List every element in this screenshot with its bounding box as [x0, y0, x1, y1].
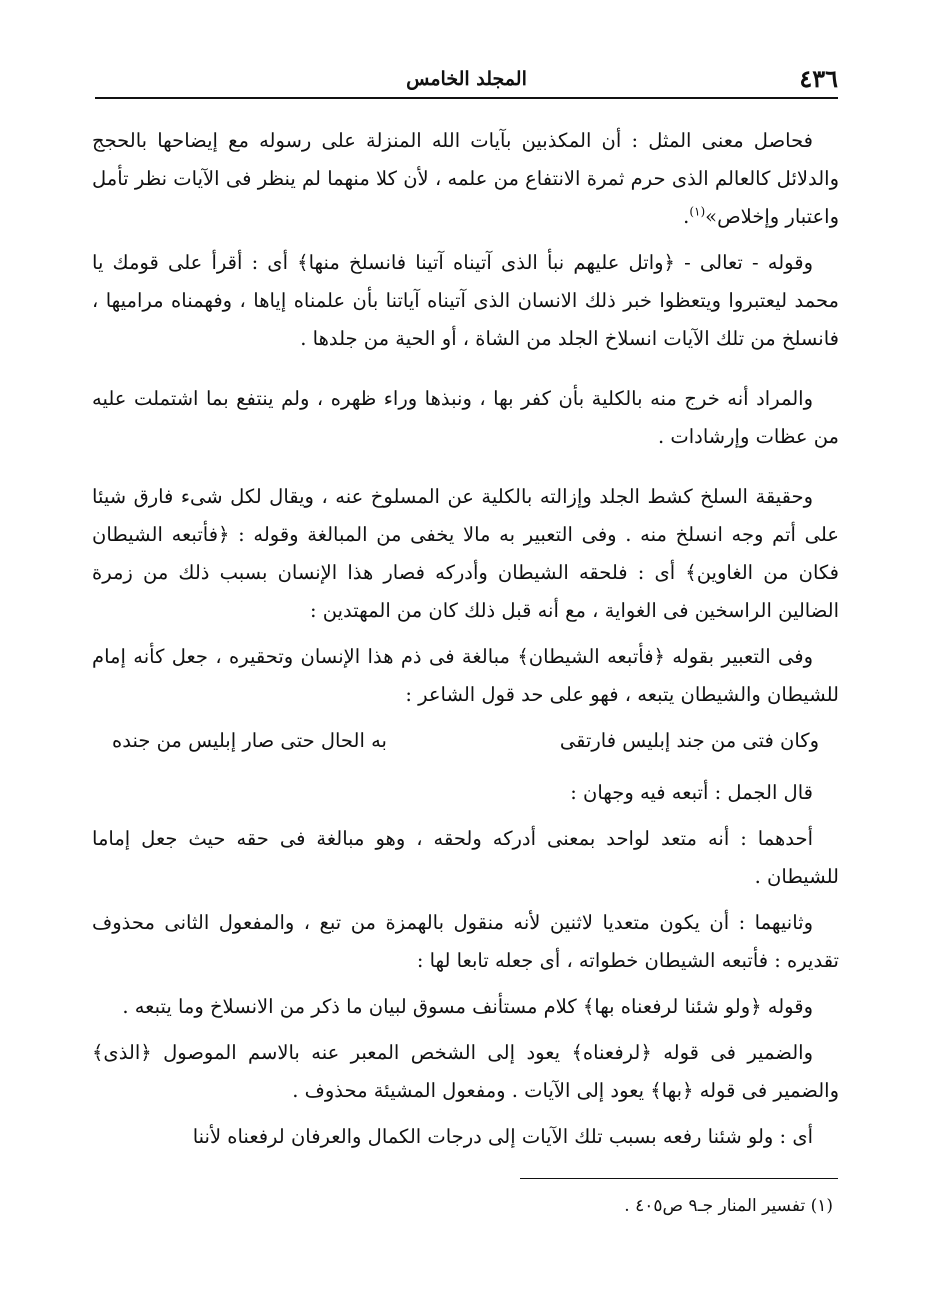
paragraph: فحاصل معنى المثل : أن المكذبين بآيات الله المنزلة على رسوله مع إيضاحها بالحجج والدلائل كالعالم الذى حرم ثمرة الانتفاع من علمه ، لأن كلا منهما لم ينظر فى الآيات نظر تأمل واعتبار وإخلاص»$^{(١)}$. [92, 129, 839, 228]
poem-verse [112, 722, 819, 760]
paragraph: وفى التعبير بقوله ﴿فأتبعه الشيطان﴾ مبالغة فى ذم هذا الإنسان وتحقيره ، جعل كأنه إمام للشيطان والشيطان يتبعه ، فهو على حد قول الشاعر : [92, 645, 839, 706]
paragraph: والضمير فى قوله ﴿لرفعناه﴾ يعود إلى الشخص المعبر عنه بالاسم الموصول ﴿الذى﴾ والضمير فى قوله ﴿بها﴾ يعود إلى الآيات . ومفعول المشيئة محذوف . [92, 1041, 839, 1102]
footnote-reference: (١) [689, 204, 706, 219]
running-title: المجلد الخامس [406, 68, 527, 90]
header-rule [95, 97, 838, 99]
paragraph: والمراد أنه خرج منه بالكلية بأن كفر بها ، ونبذها وراء ظهره ، ولم ينتفع بما اشتملت عليه من عظات وإرشادات . [92, 387, 839, 448]
paragraph: وحقيقة السلخ كشط الجلد وإزالته بالكلية عن المسلوخ عنه ، ويقال لكل شىء فارق شيئا على أتم وجه انسلخ منه . وفى التعبير به مالا يخفى من المبالغة وقوله : ﴿فأتبعه الشيطان فكان من الغاوين﴾ أى : فلحقه الشيطان وأدركه فصار هذا الإنسان بسبب ذلك من زمرة الضالين الراسخين فى الغواية ، مع أنه قبل ذلك كان من المهتدين : [92, 485, 839, 622]
paragraph: وقوله ﴿ولو شئنا لرفعناه بها﴾ كلام مستأنف مسوق لبيان ما ذكر من الانسلاخ وما يتبعه . [122, 995, 813, 1018]
page-number: ٤٣٦ [799, 64, 838, 93]
paragraph: وثانيهما : أن يكون متعديا لاثنين لأنه منقول بالهمزة من تبع ، والمفعول الثانى محذوف تقديره : فأتبعه الشيطان خطواته ، أى جعله تابعا لها : [92, 911, 839, 972]
footnote: (١) تفسير المنار جـ٩ ص٤٠٥ . [624, 1196, 833, 1216]
body-text [92, 122, 839, 1164]
paragraph: وقوله - تعالى - ﴿واتل عليهم نبأ الذى آتيناه آتينا فانسلخ منها﴾ أى : أقرأ على قومك يا محمد ليعتبروا ويتعظوا خبر ذلك الانسان الذى آتيناه آياتنا بأن علمناه إياها ، وفهمناه مراميها ، فانسلخ من تلك الآيات انسلاخ الجلد من الشاة ، أو الحية من جلدها . [92, 251, 839, 350]
paragraph: أحدهما : أنه متعد لواحد بمعنى أدركه ولحقه ، وهو مبالغة فى حقه حيث جعل إماما للشيطان . [92, 827, 839, 888]
verse-first-hemistich: وكان فتى من جند إبليس فارتقى [559, 729, 819, 752]
paragraph: قال الجمل : أتبعه فيه وجهان : [570, 781, 813, 804]
page-header [95, 60, 838, 100]
verse-second-hemistich: به الحال حتى صار إبليس من جنده [112, 729, 387, 752]
paragraph: أى : ولو شئنا رفعه بسبب تلك الآيات إلى درجات الكمال والعرفان لرفعناه لأننا [192, 1125, 813, 1148]
footnote-rule [520, 1178, 838, 1179]
